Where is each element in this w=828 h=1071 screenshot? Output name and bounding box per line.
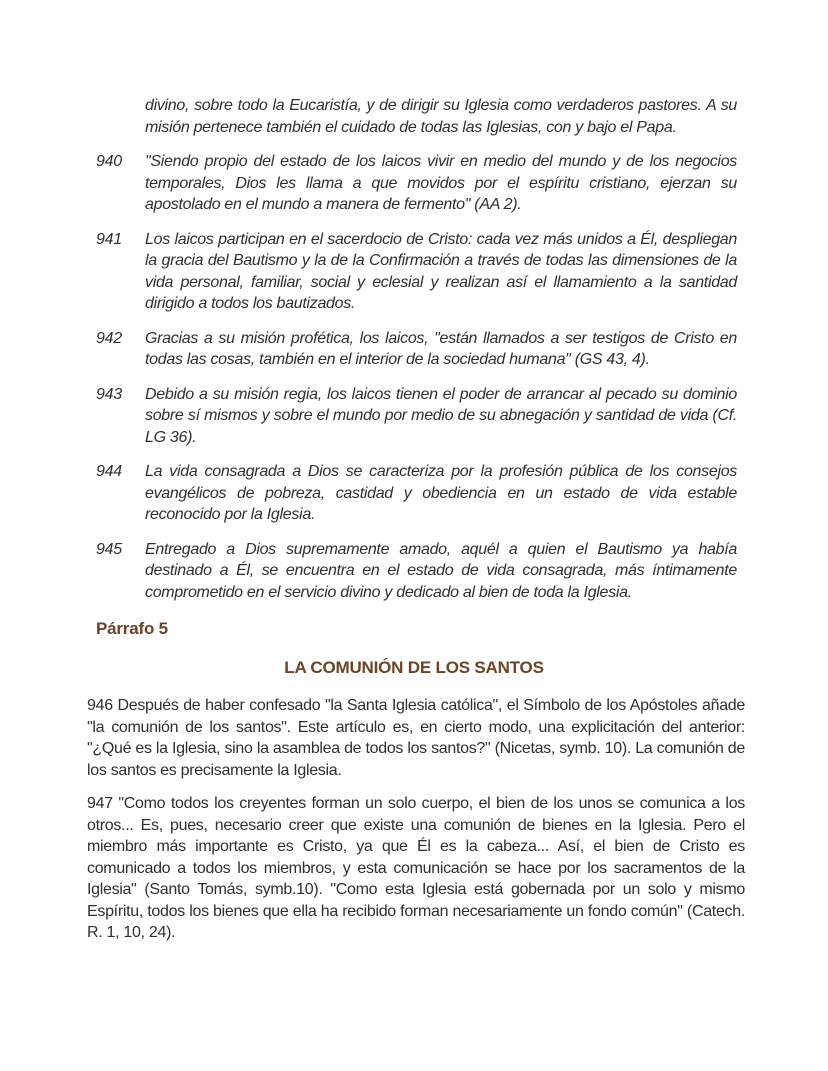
paragraph-946 [87,695,745,781]
paragraph-number: 940 [96,153,122,170]
paragraph-941 [96,229,737,315]
paragraph-number: 945 [96,540,122,558]
paragraph-940 [96,151,737,216]
paragraph-number: 942 [96,329,122,347]
section-label: Párrafo 5 [96,619,168,638]
paragraph-number: 941 [96,230,122,248]
paragraph-number: 943 [96,385,122,403]
paragraph-number: 946 [87,697,113,714]
paragraph-text: Los laicos participan en el sacerdocio de Cristo: cada vez más unidos a Él, despliegan la gracia del Bautismo y la de la Confirmación a través de todas las dimensiones de la vida personal, familiar, social y eclesial y realizan así el llamamiento a la santidad dirigido a todos los bautizados. [145,230,737,312]
paragraph-number: 944 [96,463,122,480]
section-title: LA COMUNIÓN DE LOS SANTOS [284,657,544,677]
paragraph-944 [96,461,737,526]
paragraph-text: Entregado a Dios supremamente amado, aquél a quien el Bautismo ya había destinado a Él, se encuentra en el estado de vida consagrada, más íntimamente comprometido en el servicio divino y dedicado al bien de toda la Iglesia. [145,540,737,601]
intro-continuation-paragraph: divino, sobre todo la Eucaristía, y de dirigir su Iglesia como verdaderos pastores. A su misión pertenece también el cuidado de todas las Iglesias, con y bajo el Papa. [145,97,737,136]
paragraph-text: Debido a su misión regia, los laicos tienen el poder de arrancar al pecado su dominio sobre sí mismos y sobre el mundo por medio de su abnegación y santidad de vida (Cf. LG 36). [145,385,737,446]
paragraph-945 [96,539,737,604]
paragraph-947 [87,793,745,944]
paragraph-number: 947 [87,795,113,812]
paragraph-text: "Como todos los creyentes forman un solo cuerpo, el bien de los unos se comunica a los otros... Es, pues, necesario creer que existe una comunión de bienes en la Iglesia. Pero el miembro más importante es Cristo, ya que Él es la cabeza... Así, el bien de Cristo es comunicado a todos los miembros, y esta comunicación se hace por los sacramentos de la Iglesia" (Santo Tomás, symb.10). "Como esta Iglesia está gobernada por un solo y mismo Espíritu, todos los bienes que ella ha recibido forman necesariamente un fondo común" (Catech. R. 1, 10, 24). [87,795,745,941]
paragraph-text: Después de haber confesado "la Santa Iglesia católica", el Símbolo de los Apóstoles añade "la comunión de los santos". Este artículo es, en cierto modo, una explicitación del anterior: "¿Qué es la Iglesia, sino la asamblea de todos los santos?" (Nicetas, symb. 10). La comunión de los santos es precisamente la Iglesia. [87,697,745,779]
paragraph-text: Gracias a su misión profética, los laicos, "están llamados a ser testigos de Cristo en todas las cosas, también en el interior de la sociedad humana" (GS 43, 4). [145,329,737,368]
paragraph-text: "Siendo propio del estado de los laicos vivir en medio del mundo y de los negocios temporales, Dios les llama a que movidos por el espíritu cristiano, ejerzan su apostolado en el mundo a manera de fermento" (AA 2). [145,153,737,213]
paragraph-943 [96,384,737,449]
paragraph-942 [96,328,737,371]
paragraph-text: La vida consagrada a Dios se caracteriza por la profesión pública de los consejos evangélicos de pobreza, castidad y obediencia en un estado de vida estable reconocido por la Iglesia. [145,463,737,523]
